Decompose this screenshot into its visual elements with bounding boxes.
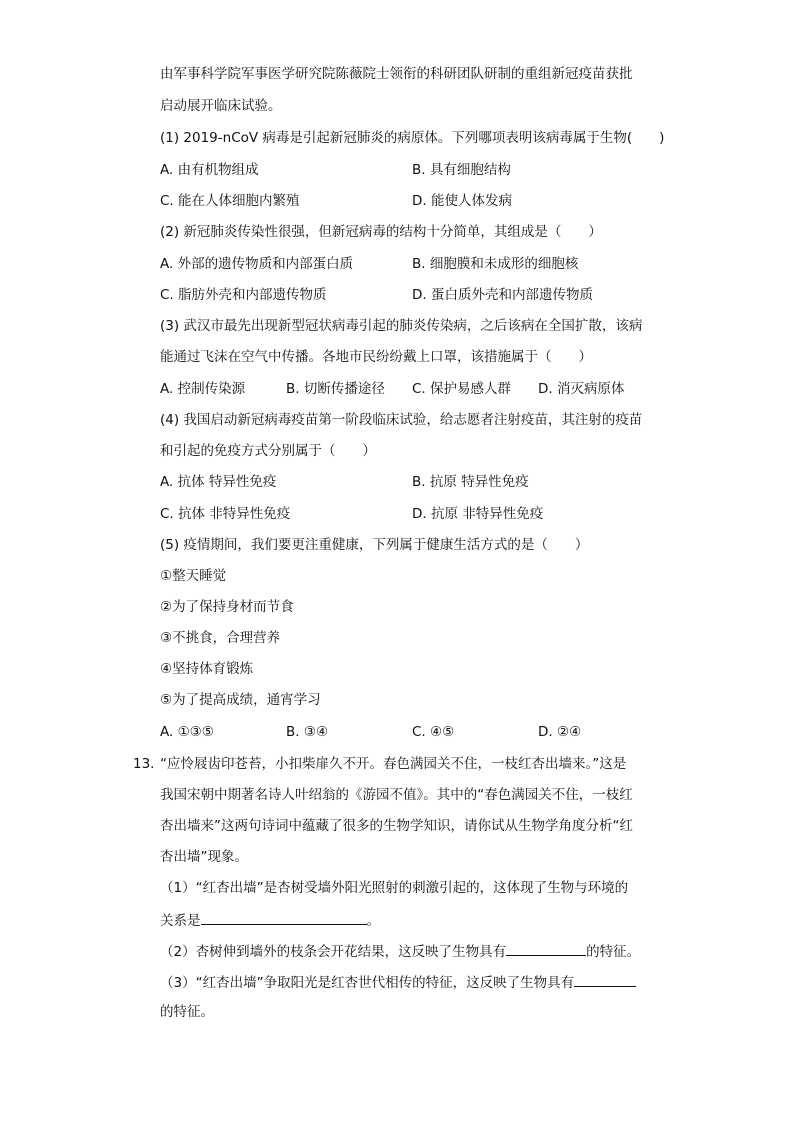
q13-line-3: 杏出墙来”这两句诗词中蕴藏了很多的生物学知识，请你试从生物学角度分析“红 xyxy=(160,818,633,834)
q5-item-4: ④坚持体育锻炼 xyxy=(160,661,254,677)
q2-option-c: C. 脂肪外壳和内部遗传物质 xyxy=(160,287,327,303)
q13-part-2-suffix: 的特征。 xyxy=(586,944,641,960)
q4-stem-line-2: 和引起的免疫方式分别属于（ ） xyxy=(160,443,376,459)
q2-option-d: D. 蛋白质外壳和内部遗传物质 xyxy=(412,287,593,303)
q13-part-2 xyxy=(160,941,670,959)
q1-stem: (1) 2019-nCoV 病毒是引起新冠肺炎的病原体。下列哪项表明该病毒属于生物( ) xyxy=(160,130,665,146)
q13-part-1-line-1: （1）“红杏出墙”是杏树受墙外阳光照射的刺激引起的，这体现了生物与环境的 xyxy=(160,880,629,896)
q13-part-1-prefix: 关系是 xyxy=(160,913,201,929)
q4-option-a: A. 抗体 特异性免疫 xyxy=(160,474,277,490)
q13-part-1-suffix: 。 xyxy=(366,913,380,929)
q1-option-b: B. 具有细胞结构 xyxy=(412,162,511,178)
q5-option-b: B. ③④ xyxy=(286,724,329,740)
q4-option-c: C. 抗体 非特异性免疫 xyxy=(160,506,291,522)
q1-option-d: D. 能使人体发病 xyxy=(412,193,512,209)
q3-stem-line-2: 能通过飞沫在空气中传播。各地市民纷纷戴上口罩，该措施属于（ ） xyxy=(160,349,592,365)
q13-line-1: “应怜屐齿印苍苔，小扣柴扉久不开。春色满园关不住，一枝红杏出墙来。”这是 xyxy=(160,756,627,772)
q1-option-c: C. 能在人体细胞内繁殖 xyxy=(160,193,300,209)
q2-option-a: A. 外部的遗传物质和内部蛋白质 xyxy=(160,256,354,272)
q13-part-3-line-2: 的特征。 xyxy=(160,1004,214,1020)
q3-option-a: A. 控制传染源 xyxy=(160,381,246,397)
q13-part-3 xyxy=(160,972,670,990)
q5-option-d: D. ②④ xyxy=(538,724,582,740)
q3-option-b: B. 切断传播途径 xyxy=(286,381,385,397)
q4-option-d: D. 抗原 非特异性免疫 xyxy=(412,506,544,522)
q4-option-b: B. 抗原 特异性免疫 xyxy=(412,474,529,490)
intro-line-1: 由军事科学院军事医学研究院陈薇院士领衔的科研团队研制的重组新冠疫苗获批 xyxy=(160,66,633,82)
q5-item-1: ①整天睡觉 xyxy=(160,568,227,584)
q2-option-b: B. 细胞膜和未成形的细胞核 xyxy=(412,256,579,272)
q5-option-c: C. ④⑤ xyxy=(412,724,455,740)
q4-stem-line-1: (4) 我国启动新冠病毒疫苗第一阶段临床试验，给志愿者注射疫苗，其注射的疫苗 xyxy=(160,412,643,428)
q1-option-a: A. 由有机物组成 xyxy=(160,162,259,178)
q2-stem: (2) 新冠肺炎传染性很强，但新冠病毒的结构十分简单，其组成是（ ） xyxy=(160,224,602,240)
q5-item-3: ③不挑食，合理营养 xyxy=(160,630,281,646)
intro-line-2: 启动展开临床试验。 xyxy=(160,98,282,114)
q3-option-c: C. 保护易感人群 xyxy=(412,381,512,397)
q5-item-2: ②为了保持身材而节食 xyxy=(160,599,294,615)
q3-stem-line-1: (3) 武汉市最先出现新型冠状病毒引起的肺炎传染病，之后该病在全国扩散，该病 xyxy=(160,318,643,334)
answer-blank-1[interactable] xyxy=(201,910,367,925)
q13-line-2: 我国宋朝中期著名诗人叶绍翁的《游园不值》。其中的“春色满园关不住，一枝红 xyxy=(160,787,633,803)
answer-blank-3[interactable] xyxy=(574,972,636,987)
q13-part-3-prefix: （3）“红杏出墙”争取阳光是红杏世代相传的特征，这反映了生物具有 xyxy=(160,975,575,991)
q3-option-d: D. 消灭病原体 xyxy=(538,381,625,397)
question-13-number: 13. xyxy=(133,756,155,772)
q5-option-a: A. ①③⑤ xyxy=(160,724,214,740)
q5-item-5: ⑤为了提高成绩，通宵学习 xyxy=(160,692,321,708)
q13-part-2-prefix: （2）杏树伸到墙外的枝条会开花结果，这反映了生物具有 xyxy=(160,944,507,960)
q5-stem: (5) 疫情期间，我们要更注重健康，下列属于健康生活方式的是（ ） xyxy=(160,537,589,553)
q13-line-4: 杏出墙”现象。 xyxy=(160,849,248,865)
q13-part-1-line-2 xyxy=(160,910,670,928)
answer-blank-2[interactable] xyxy=(506,941,586,956)
